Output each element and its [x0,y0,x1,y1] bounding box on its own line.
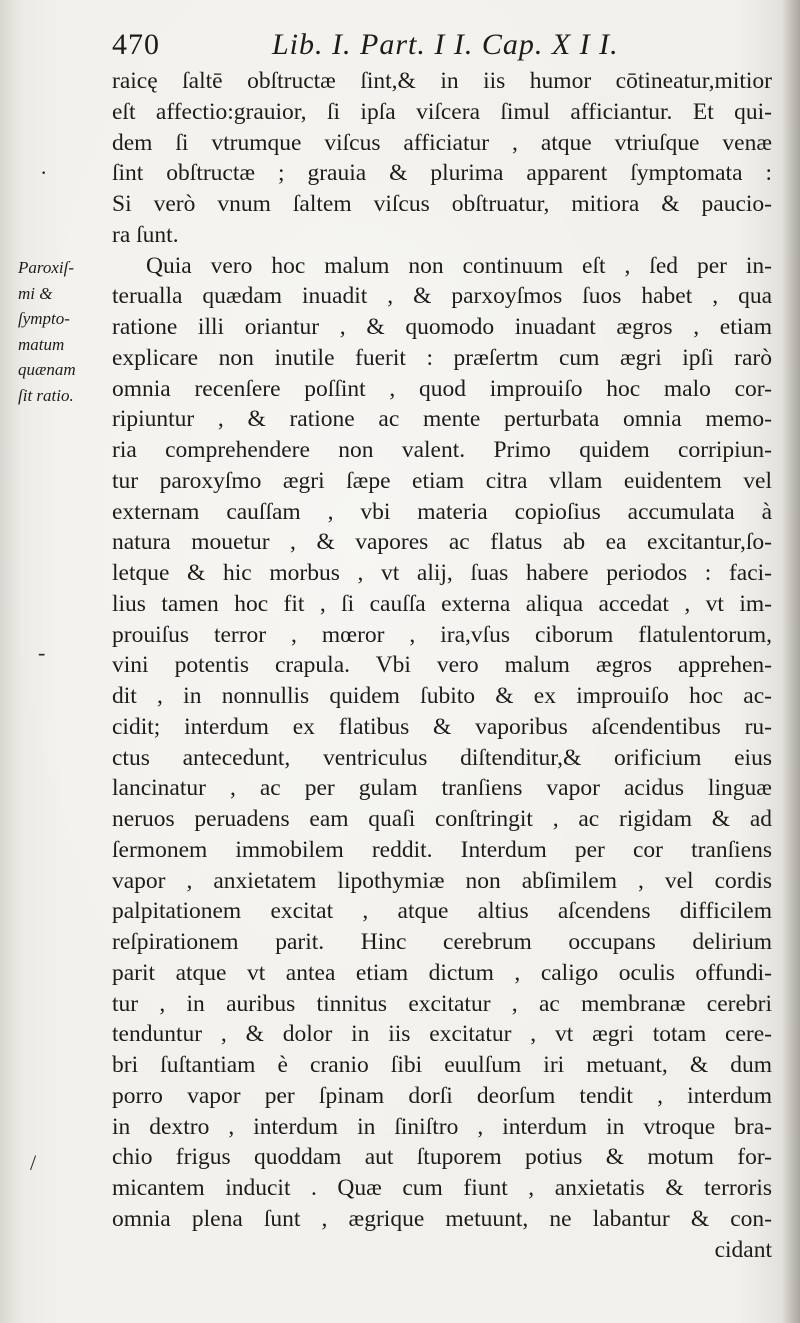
text-line: letque & hic morbus , vt alij, ſuas habere periodos : faci- [112,560,772,586]
text-line: vini potentis crapula. Vbi vero malum ægros apprehen- [112,652,772,679]
page-number: 470 [112,28,160,61]
text-line: raicę ſaltē obſtructæ ſint,& in iis humor cōtineatur,mitior [112,68,772,94]
marginal-note-line: mi & [18,283,53,303]
text-line: reſpirationem parit. Hinc cerebrum occupans delirium [112,929,772,955]
margin-speck: / [30,1150,37,1175]
text-line: ra ſunt. [112,221,179,248]
margin-speck: · [40,160,48,185]
text-line: bri ſuſtantiam è cranio ſibi euulſum iri metuant, & dum [112,1052,772,1078]
marginal-note-line: Paroxiſ- [18,258,75,277]
paragraph-start-line: Quia vero hoc malum non continuum eſt , ſed per in- [146,252,772,279]
text-line: ria comprehendere non valent. Primo quidem corripiun- [112,437,772,463]
text-line: eſt affectio:grauior, ſi ipſa viſcera ſimul afficiantur. Et qui- [112,98,772,125]
marginal-note-line: matum [18,334,65,354]
text-line: ctus antecedunt, ventriculus diſtenditur,& orificium eius [112,744,772,771]
margin-speck: - [38,640,46,665]
text-line: ripiuntur , & ratione ac mente perturbata omnia memo- [112,406,772,433]
text-line: omnia plena ſunt , ægrique metuunt, ne labantur & con- [112,1205,772,1232]
text-line: palpitationem excitat , atque altius aſcendens difficilem [112,898,772,925]
text-line: cidit; interdum ex flatibus & vaporibus aſcendentibus ru- [112,713,772,740]
text-line: terualla quædam inuadit , & parxoyſmos ſuos habet , qua [112,283,772,310]
text-line: micantem inducit . Quæ cum fiunt , anxietatis & terroris [112,1175,772,1201]
text-line: neruos peruadens eam quaſi conſtringit , ac rigidam & ad [112,806,772,832]
text-line: dem ſi vtrumque viſcus afficiatur , atque vtriuſque venæ [112,129,772,156]
text-line: ſermonem immobilem reddit. Interdum per cor tranſiens [112,836,772,863]
page-edge-shadow [782,0,800,1323]
text-line: ſint obſtructæ ; grauia & plurima apparent ſymptomata : [112,160,772,187]
text-line: tenduntur , & dolor in iis excitatur , vt ægri totam cere- [112,1021,772,1048]
text-line: explicare non inutile fuerit : præſertm cum ægri ipſi rarò [112,344,772,371]
text-line: Si verò vnum ſaltem viſcus obſtruatur, mitiora & paucio- [112,191,772,217]
text-line: tur paroxyſmo ægri ſæpe etiam citra vllam euidentem vel [112,467,772,494]
text-line: externam cauſſam , vbi materia copioſius accumulata à [112,498,772,525]
text-line: natura mouetur , & vapores ac flatus ab ea excitantur,ſo- [112,529,772,556]
text-line: porro vapor per ſpinam dorſi deorſum tendit , interdum [112,1082,772,1109]
text-line: ratione illi oriantur , & quomodo inuadant ægros , etiam [112,314,772,340]
text-line: prouiſus terror , mœror , ira,vſus ciborum flatulentorum, [112,621,772,648]
text-line: vapor , anxietatem lipothymiæ non abſimilem , vel cordis [112,867,772,894]
text-line: lius tamen hoc fit , ſi cauſſa externa aliqua accedat , vt im- [112,590,772,617]
text-line: omnia recenſere poſſint , quod improuiſo hoc malo cor- [112,375,772,402]
body-text [112,66,772,1265]
text-line: lancinatur , ac per gulam tranſiens vapor acidus linguæ [112,775,772,802]
page-header [112,28,692,68]
text-line: chio frigus quoddam aut ſtuporem potius & motum for- [112,1144,772,1171]
marginal-note-line: ſit ratio. [18,385,74,405]
running-head: Lib. I. Part. I I. Cap. X I I. [272,28,619,61]
marginal-note-line: ſympto- [18,309,70,328]
marginal-note [18,255,113,408]
text-line: dit , in nonnullis quidem ſubito & ex improuiſo hoc ac- [112,683,772,709]
marginal-note-line: quænam [18,360,76,379]
catchword: cidant [714,1236,772,1263]
text-line: parit atque vt antea etiam dictum , caligo oculis offundi- [112,959,772,986]
text-line: in dextro , interdum in ſiniſtro , interdum in vtroque bra- [112,1113,772,1140]
text-line: tur , in auribus tinnitus excitatur , ac membranæ cerebri [112,990,772,1017]
